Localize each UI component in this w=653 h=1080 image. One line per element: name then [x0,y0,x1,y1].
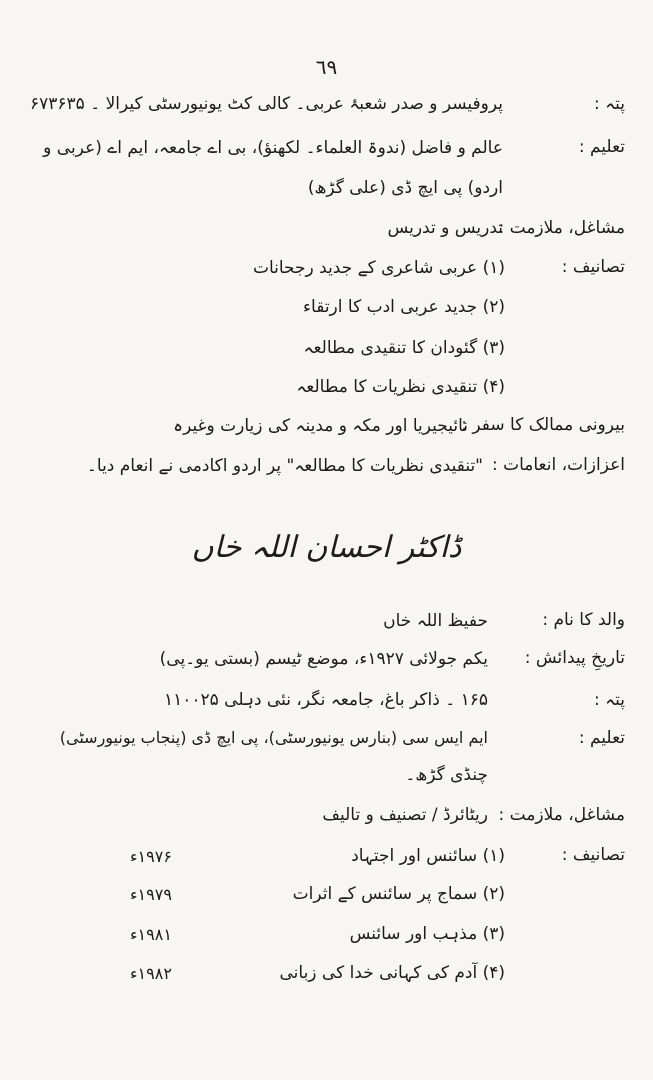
work-title: (۱) سائنس اور اجتہاد [351,846,505,866]
address-label: پتہ : [594,94,625,114]
work-year: ۱۹۸۲ء [130,964,172,983]
education-label: تعلیم : [578,728,625,748]
work-title: (۴) آدم کی کہانی خدا کی زبانی [279,963,505,983]
education-label: تعلیم : [578,137,625,157]
address-value: ۱۶۵ ۔ ذاکر باغ، جامعہ نگر، نئی دہلی ۱۱۰۰۲۵ [163,690,488,710]
awards-label: اعزازات، انعامات : [491,455,625,475]
work-item: (۱) عربی شاعری کے جدید رجحانات [252,258,505,278]
work-title: (۳) مذہب اور سائنس [349,924,505,944]
work-item: (۲) جدید عربی ادب کا ارتقاء [303,297,505,317]
education-value-line2: چنڈی گڑھ۔ [405,765,488,785]
occupation-value: ریٹائرڈ / تصنیف و تالیف [322,805,488,825]
occupation-label: مشاغل، ملازمت : [498,805,625,825]
occupation-label: مشاغل، ملازمت : [498,218,625,238]
address-label: پتہ : [594,690,625,710]
works-label: تصانیف : [561,257,625,277]
work-item: (۳) گئودان کا تنقیدی مطالعہ [303,338,505,358]
birth-value: یکم جولائی ۱۹۲۷ء، موضع ٹیسم (بستی یو۔پی) [159,649,488,669]
education-value-line2: اردو) پی ایچ ڈی (علی گڑھ) [307,178,503,198]
work-year: ۱۹۷۹ء [130,885,172,904]
awards-value: "تنقیدی نظریات کا مطالعہ" پر اردو اکادمی نے انعام دیا۔ [86,456,483,476]
works-label: تصانیف : [561,845,625,865]
work-title: (۲) سماج پر سائنس کے اثرات [292,884,505,904]
work-year: ۱۹۷۶ء [130,847,172,866]
travel-value: نائیجیریا اور مکہ و مدینہ کی زیارت وغیرہ [173,416,468,436]
birth-label: تاریخِ پیدائش : [524,648,625,668]
father-label: والد کا نام : [542,610,625,630]
entry-heading: ڈاکٹر احسان اللہ خاں [191,530,462,565]
travel-label: بیرونی ممالک کا سفر : [461,415,625,435]
occupation-value: تدریس و تدریس [387,218,503,238]
work-item: (۴) تنقیدی نظریات کا مطالعہ [296,377,505,397]
work-year: ۱۹۸۱ء [130,925,172,944]
education-value-line1: عالم و فاضل (ندوۃ العلماء۔ لکھنؤ)، بی اے جامعہ، ایم اے (عربی و [43,138,503,158]
father-value: حفیظ اللہ خاں [383,611,488,631]
address-value: پروفیسر و صدر شعبۂ عربی۔ کالی کٹ یونیورسٹی کیرالا ۔ ۶۷۳۶۳۵ [30,94,503,114]
page-number: ٦٩ [315,55,338,79]
education-value-line1: ایم ایس سی (بنارس یونیورسٹی)، پی ایچ ڈی (پنجاب یونیورسٹی) [59,728,488,747]
